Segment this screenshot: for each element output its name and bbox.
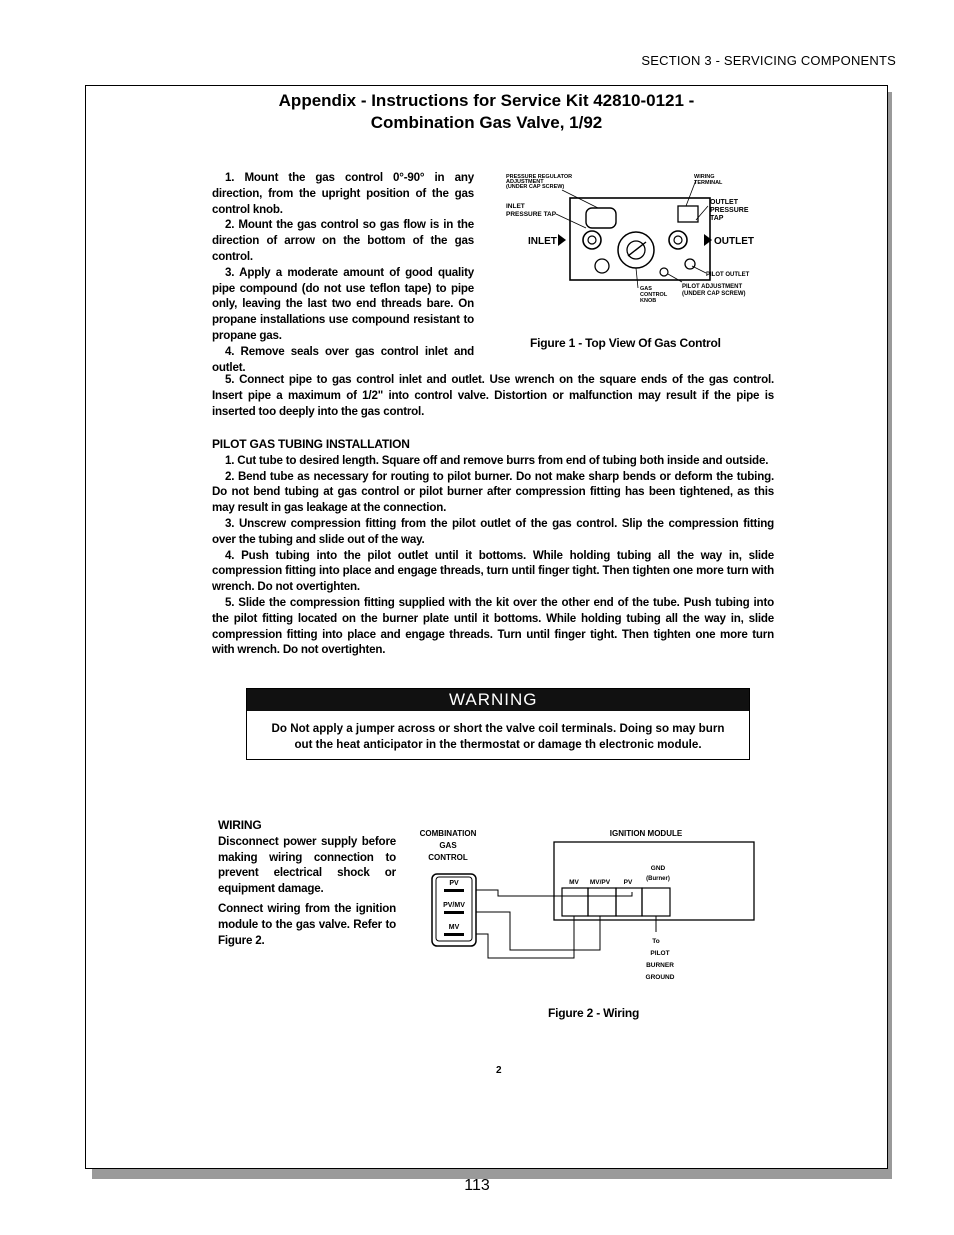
svg-text:GAS: GAS xyxy=(439,841,457,850)
valve-terminal-pv: PV xyxy=(449,880,459,887)
install-step-5: 5. Connect pipe to gas control inlet and outlet. Use wrench on the square ends of the gas control. Insert pipe a maximum of 1/2" into control valve. Distortion or malfunction may result if the pipe is inserted too deeply into the gas control. xyxy=(212,373,774,418)
pilot-step-5: 5. Slide the compression fitting supplied with the kit over the other end of the tube. Push tubing into the pilot fitting located on the burner plate until it bottoms. While holding tubing all the way in, slide compression fitting into place and engage threads. Turn until finger tight. Then tighten one more turn with wrench. Do not overtighten. xyxy=(212,595,774,657)
wire-mv xyxy=(476,916,574,958)
svg-text:CONTROL: CONTROL xyxy=(640,292,668,298)
label-inlet-pressure-tap: INLET xyxy=(506,203,525,210)
valve-label: COMBINATION xyxy=(419,829,477,838)
svg-text:CONTROL: CONTROL xyxy=(428,853,468,862)
title-line-2: Combination Gas Valve, 1/92 xyxy=(370,113,603,132)
wiring-terminal xyxy=(678,206,698,222)
wiring-paragraph-2: Connect wiring from the ignition module to the gas valve. Refer to Figure 2. xyxy=(218,901,396,947)
warning-box xyxy=(246,688,750,760)
figure-2-wiring-diagram xyxy=(410,822,770,987)
label-pressure-regulator: PRESSURE REGULATOR xyxy=(506,174,573,180)
svg-text:TERMINAL: TERMINAL xyxy=(694,180,723,186)
install-steps-left xyxy=(212,170,474,375)
wiring-paragraph-1: Disconnect power supply before making wiring connection to prevent electrical shock or equipment damage. xyxy=(218,834,396,896)
pilot-outlet xyxy=(685,259,695,269)
module-terminal-mvpv: MV/PV xyxy=(589,879,611,886)
pilot-tubing-section xyxy=(212,437,774,658)
pilot-step-4: 4. Push tubing into the pilot outlet until it bottoms. While holding tubing all the way in, slide compression fitting into place and engage threads, turn until finger tight. Then tighten one more turn with wrench. Do not overtighten. xyxy=(212,548,774,594)
warning-line-2: out the heat anticipator in the thermostat or damage th electronic module. xyxy=(294,738,702,751)
warning-line-1: Do Not apply a jumper across or short the valve coil terminals. Doing so may burn xyxy=(271,722,725,735)
label-outlet-pressure-tap: OUTLET xyxy=(710,199,738,206)
install-step-4: 4. Remove seals over gas control inlet and outlet. xyxy=(212,344,474,374)
figure-2-caption: Figure 2 - Wiring xyxy=(548,1006,640,1020)
warning-label: WARNING xyxy=(247,689,749,711)
svg-text:ADJUSTMENT: ADJUSTMENT xyxy=(506,179,544,185)
install-step-3: 3. Apply a moderate amount of good quality pipe compound (do not use teflon tape) to pipe only, leaving the last two end threads bare. On propane installations use compound resistant to propane gas. xyxy=(212,265,474,342)
inlet-port xyxy=(583,231,601,249)
svg-text:BURNER: BURNER xyxy=(646,962,674,969)
page-title xyxy=(85,90,888,134)
svg-text:(UNDER CAP SCREW): (UNDER CAP SCREW) xyxy=(506,184,565,190)
regulator-cap xyxy=(586,208,616,228)
inlet-arrow-icon xyxy=(558,234,566,246)
warning-text xyxy=(247,711,749,753)
inner-page-number: 2 xyxy=(496,1065,502,1076)
figure-1-caption: Figure 1 - Top View Of Gas Control xyxy=(530,336,721,350)
svg-text:(Burner): (Burner) xyxy=(646,876,670,882)
outlet-port xyxy=(669,231,687,249)
pilot-section-heading: PILOT GAS TUBING INSTALLATION xyxy=(212,437,410,451)
svg-text:(UNDER CAP SCREW): (UNDER CAP SCREW) xyxy=(682,291,746,297)
module-terminal-pv: PV xyxy=(623,879,633,886)
wire-pvmv xyxy=(476,912,600,950)
valve-terminal-mv: MV xyxy=(448,924,460,931)
title-line-1: Appendix - Instructions for Service Kit 42810-0121 - xyxy=(278,91,695,110)
install-step-2: 2. Mount the gas control so gas flow is in the direction of arrow on the bottom of the gas control. xyxy=(212,218,474,263)
wiring-heading: WIRING xyxy=(218,818,262,832)
wiring-section xyxy=(218,818,396,948)
ground-label: To xyxy=(652,938,660,945)
pilot-step-2: 2. Bend tube as necessary for routing to pilot burner. Do not make sharp bends or deform the tubing. Do not bend tubing at gas control or pilot burner after compression fitting has been tightened, as this may result in gas leakage at the connection. xyxy=(212,469,774,515)
svg-text:PRESSURE TAP: PRESSURE TAP xyxy=(506,211,557,218)
install-step-1: 1. Mount the gas control 0°-90° in any direction, from the upright position of the gas control knob. xyxy=(212,171,474,216)
module-label: IGNITION MODULE xyxy=(609,829,683,838)
svg-text:PILOT: PILOT xyxy=(650,950,670,957)
label-pilot-outlet: PILOT OUTLET xyxy=(706,272,750,278)
label-outlet: OUTLET xyxy=(714,236,754,247)
page-number: 113 xyxy=(464,1177,490,1194)
svg-text:TAP: TAP xyxy=(710,215,724,222)
label-wiring-terminal: WIRING xyxy=(694,174,715,180)
label-pilot-adjustment: PILOT ADJUSTMENT xyxy=(682,284,743,290)
module-terminal-mv: MV xyxy=(569,879,579,886)
valve-terminal-pvmv: PV/MV xyxy=(443,902,465,909)
svg-text:PRESSURE: PRESSURE xyxy=(710,207,749,214)
label-gas-control-knob: GAS xyxy=(640,286,652,292)
section-header: SECTION 3 - SERVICING COMPONENTS xyxy=(641,53,896,68)
module-terminal-gnd: GND xyxy=(650,865,666,872)
figure-1-gas-control-diagram xyxy=(506,170,776,310)
pilot-step-3: 3. Unscrew compression fitting from the pilot outlet of the gas control. Slip the compression fitting over the tubing and slide out of the way. xyxy=(212,516,774,546)
svg-text:KNOB: KNOB xyxy=(640,298,657,304)
label-inlet: INLET xyxy=(528,236,557,247)
install-step-5-block xyxy=(212,372,774,419)
pilot-step-1: 1. Cut tube to desired length. Square off and remove burrs from end of tubing both inside and outside. xyxy=(225,453,769,467)
svg-text:GROUND: GROUND xyxy=(645,974,675,981)
